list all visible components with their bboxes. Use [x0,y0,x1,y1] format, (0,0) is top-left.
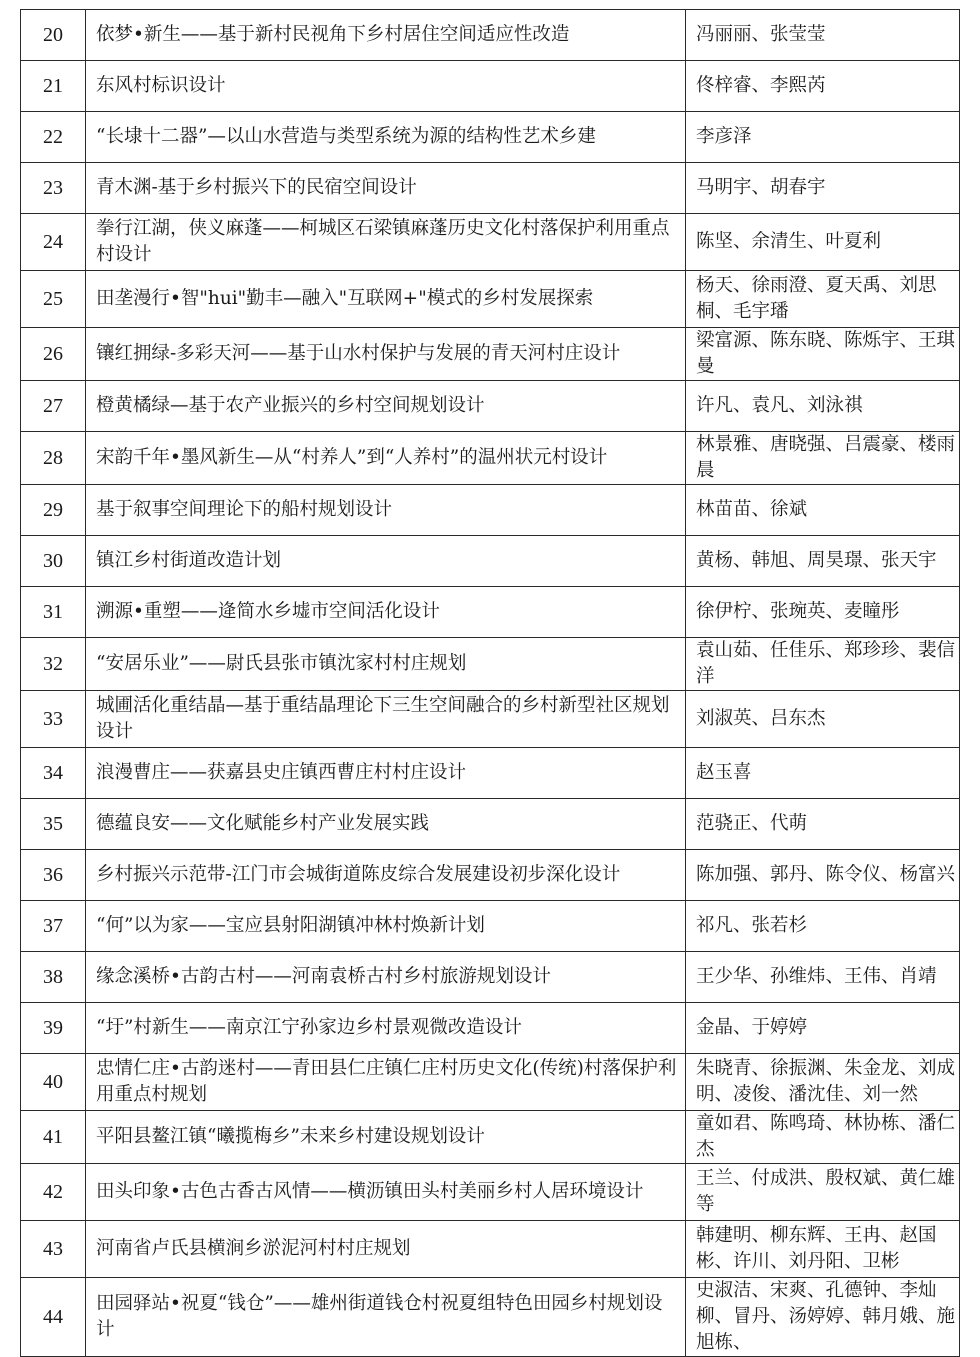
award-list-table [20,9,960,1357]
row-number: 38 [21,952,86,1003]
project-title: 田垄漫行•智"hui"勤丰—融入"互联网+"模式的乡村发展探索 [86,271,686,328]
table-row [21,952,960,1003]
project-authors: 范骁正、代萌 [686,799,960,850]
table-row [21,536,960,587]
row-number: 42 [21,1164,86,1221]
table-row [21,638,960,691]
project-title: 青木渊-基于乡村振兴下的民宿空间设计 [86,163,686,214]
row-number: 21 [21,61,86,112]
table-row [21,10,960,61]
row-number: 27 [21,381,86,432]
table-row [21,799,960,850]
table-row [21,1111,960,1164]
project-authors: 金晶、于婷婷 [686,1003,960,1054]
project-title: “何”以为家——宝应县射阳湖镇冲林村焕新计划 [86,901,686,952]
project-title: 镇江乡村街道改造计划 [86,536,686,587]
project-authors: 林景雅、唐晓强、吕震豪、楼雨晨 [686,432,960,485]
table-row [21,850,960,901]
table-row [21,61,960,112]
row-number: 28 [21,432,86,485]
row-number: 35 [21,799,86,850]
row-number: 36 [21,850,86,901]
project-title: 浪漫曹庄——获嘉县史庄镇西曹庄村村庄设计 [86,748,686,799]
table-row [21,691,960,748]
row-number: 44 [21,1278,86,1357]
table-row [21,112,960,163]
table-row [21,485,960,536]
project-title: “圩”村新生——南京江宁孙家边乡村景观微改造设计 [86,1003,686,1054]
table-row [21,381,960,432]
row-number: 24 [21,214,86,271]
row-number: 41 [21,1111,86,1164]
project-authors: 林苗苗、徐斌 [686,485,960,536]
project-title: 拳行江湖，侠义麻蓬——柯城区石梁镇麻蓬历史文化村落保护利用重点村设计 [86,214,686,271]
project-title: 平阳县鳌江镇“曦揽梅乡”未来乡村建设规划设计 [86,1111,686,1164]
row-number: 31 [21,587,86,638]
project-title: 德蕴良安——文化赋能乡村产业发展实践 [86,799,686,850]
project-authors: 马明宇、胡春宇 [686,163,960,214]
project-title: 宋韵千年•墨风新生—从“村养人”到“人养村”的温州状元村设计 [86,432,686,485]
project-authors: 杨天、徐雨澄、夏天禹、刘思桐、毛宇璠 [686,271,960,328]
project-authors: 冯丽丽、张莹莹 [686,10,960,61]
project-title: 依梦•新生——基于新村民视角下乡村居住空间适应性改造 [86,10,686,61]
project-authors: 李彦泽 [686,112,960,163]
table-row [21,1221,960,1278]
project-title: 镶红拥绿-多彩天河——基于山水村保护与发展的青天河村庄设计 [86,328,686,381]
table-row [21,214,960,271]
row-number: 32 [21,638,86,691]
row-number: 39 [21,1003,86,1054]
project-title: 田园驿站•祝夏“钱仓”——雄州街道钱仓村祝夏组特色田园乡村规划设计 [86,1278,686,1357]
project-title: 田头印象•古色古香古风情——横沥镇田头村美丽乡村人居环境设计 [86,1164,686,1221]
table-row [21,163,960,214]
row-number: 25 [21,271,86,328]
project-authors: 佟梓睿、李熙芮 [686,61,960,112]
project-title: 城圃活化重结晶—基于重结晶理论下三生空间融合的乡村新型社区规划设计 [86,691,686,748]
project-authors: 祁凡、张若杉 [686,901,960,952]
project-authors: 徐伊柠、张琬英、麦瞳彤 [686,587,960,638]
row-number: 40 [21,1054,86,1111]
row-number: 37 [21,901,86,952]
row-number: 20 [21,10,86,61]
project-authors: 黄杨、韩旭、周昊璟、张天宇 [686,536,960,587]
project-title: “安居乐业”——尉氏县张市镇沈家村村庄规划 [86,638,686,691]
table-row [21,1278,960,1357]
project-authors: 赵玉喜 [686,748,960,799]
project-authors: 朱晓青、徐振渊、朱金龙、刘成明、凌俊、潘沈佳、刘一然 [686,1054,960,1111]
row-number: 34 [21,748,86,799]
table-row [21,901,960,952]
row-number: 33 [21,691,86,748]
table-row [21,587,960,638]
table-row [21,1003,960,1054]
project-authors: 韩建明、柳东辉、王冉、赵国彬、许川、刘丹阳、卫彬 [686,1221,960,1278]
project-title: 河南省卢氏县横涧乡淤泥河村村庄规划 [86,1221,686,1278]
project-authors: 王少华、孙维炜、王伟、肖靖 [686,952,960,1003]
project-authors: 刘淑英、吕东杰 [686,691,960,748]
row-number: 22 [21,112,86,163]
project-title: 东风村标识设计 [86,61,686,112]
table-row [21,271,960,328]
row-number: 30 [21,536,86,587]
table-row [21,1164,960,1221]
project-title: 橙黄橘绿—基于农产业振兴的乡村空间规划设计 [86,381,686,432]
row-number: 29 [21,485,86,536]
project-title: 溯源•重塑——逄简水乡墟市空间活化设计 [86,587,686,638]
table-row [21,328,960,381]
project-title: 缘念溪桥•古韵古村——河南袁桥古村乡村旅游规划设计 [86,952,686,1003]
project-authors: 史淑洁、宋爽、孔德钟、李灿柳、冒丹、汤婷婷、韩月娥、施旭栋、 [686,1278,960,1357]
project-authors: 袁山茹、任佳乐、郑珍珍、裴信洋 [686,638,960,691]
row-number: 26 [21,328,86,381]
row-number: 43 [21,1221,86,1278]
project-authors: 王兰、付成洪、殷权斌、黄仁雄等 [686,1164,960,1221]
table-row [21,748,960,799]
project-title: 乡村振兴示范带-江门市会城街道陈皮综合发展建设初步深化设计 [86,850,686,901]
project-title: 基于叙事空间理论下的船村规划设计 [86,485,686,536]
table-row [21,432,960,485]
project-title: “长埭十二器”—以山水营造与类型系统为源的结构性艺术乡建 [86,112,686,163]
table-row [21,1054,960,1111]
row-number: 23 [21,163,86,214]
project-title: 忠情仁庄•古韵迷村——青田县仁庄镇仁庄村历史文化(传统)村落保护利用重点村规划 [86,1054,686,1111]
project-authors: 陈加强、郭丹、陈令仪、杨富兴 [686,850,960,901]
project-authors: 梁富源、陈东晓、陈烁宇、王琪曼 [686,328,960,381]
project-authors: 童如君、陈鸣琦、林协栋、潘仁杰 [686,1111,960,1164]
project-authors: 许凡、袁凡、刘泳祺 [686,381,960,432]
project-authors: 陈坚、余清生、叶夏利 [686,214,960,271]
